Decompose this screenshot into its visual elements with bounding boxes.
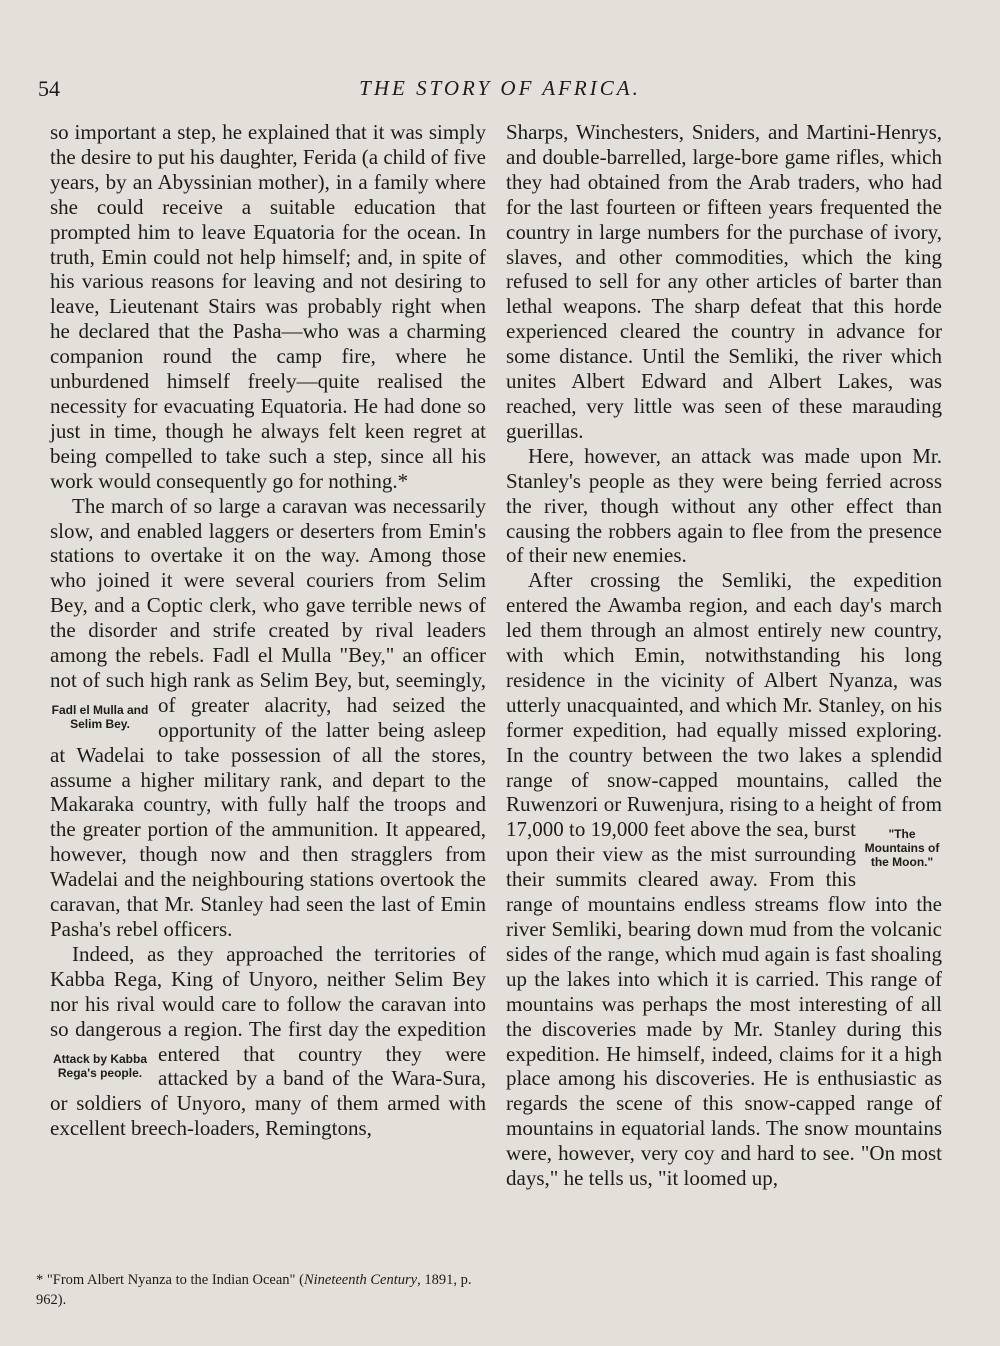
paragraph [50,942,486,1141]
paragraph-text: Indeed, as they approached the territories of Kabba Rega, King of Unyoro, neither Selim Bey nor his rival would care to follow the caravan into so dangerous a region. The first day the expedition entered that country [50,941,486,1066]
margin-note: Fadl el Mulla and Selim Bey. [51,702,149,731]
paragraph-text: of greater alacrity, had seized the opportunity of the latter being asleep at Wadelai to take possession of all the stores, assume a higher military rank, and depart to the Makaraka country, with fully half the troops and the greater portion of the ammunition. It appeared, however, though now and then stragglers from Wadelai and the neighbouring stations overtook the caravan, that Mr. Stanley had seen the last of Emin Pasha's rebel officers. [50,692,486,941]
paragraph [50,494,486,942]
paragraph-text: feet above the sea, burst upon their view as the mist surrounding their summits cleared away. From this range of mountains endless streams flow into the river Semliki, bearing down mud from the volcanic sides of the range, which mud again is fast shoaling up the lakes into which it is carried. This range of mountains was perhaps the most interesting of all the discoveries made by Mr. Stanley during this expedition. He himself, indeed, claims for it a high place among his discoveries. He is enthusiastic as regards the scene of this snow-capped range of mountains in equatorial lands. The snow mountains were, however, very coy and hard to see. "On most days," he tells us, "it loomed up, [506,817,942,1191]
margin-note: Attack by Kabba Rega's people. [52,1051,148,1080]
footnote-text: * "From Albert Nyanza to the Indian Ocean" ( [36,1272,304,1288]
left-column [50,120,486,1141]
margin-note: "The Mountains of the Moon." [864,827,940,870]
paragraph: so important a step, he explained that it was simply the desire to put his daughter, Ferida (a child of five years, by an Abyssinian mother), in a family where she could receive a suitable education that prompted him to leave Equatoria for the ocean. In truth, Emin could not help himself; and, in spite of his various reasons for leaving and not desiring to leave, Lieutenant Stairs was probably right when he declared that the Pasha—who was a charming companion round the camp fire, where he unburdened himself freely—quite realised the necessity for evacuating Equatoria. He had done so just in time, though he always felt keen regret at being compelled to take such a step, since all his work would consequently go for nothing.* [50,120,486,493]
footnote-journal: Nineteenth Century [303,1272,418,1288]
paragraph [506,568,942,1191]
footnote [36,1270,491,1310]
paragraph-text: After crossing the Semliki, the expedition entered the Awamba region, and each day's march led them through an almost entirely new country, with which Emin, notwithstanding his long residence in the vicinity of Albert Nyanza, was utterly unacquainted, and which Mr. Stanley, on his former expedition, had equally missed exploring. In the country between the two lakes a splendid range of snow-capped mountains, called the Ruwenzori or Ruwenjura, rising to a height of from 17,000 to 19,000 [506,568,942,842]
running-head: THE STORY OF AFRICA. [359,76,641,100]
paragraph-text: The march of so large a caravan was necessarily slow, and enabled laggers or deserters from Emin's stations to overtake it on the way. Among those who joined it were several couriers from Selim Bey, and a Coptic clerk, who gave terrible news of the disorder and strife created by rival leaders among the rebels. Fadl el Mulla "Bey," an officer not of such high rank as Selim Bey, but, seemingly, [50,493,486,692]
page-number: 54 [38,76,60,101]
footnote-text: , 1891, p. 962). [36,1272,472,1308]
paragraph: Here, however, an attack was made upon Mr. Stanley's people as they were being ferried across the river, though without any other effect than causing the robbers again to flee from the presence of their new enemies. [506,443,942,568]
paragraph-text: they were attacked by a band of the Wara-Sura, or soldiers of Unyoro, many of them armed with excellent breech-loaders, Remingtons, [50,1041,486,1141]
paragraph: Sharps, Winchesters, Sniders, and Martini-Henrys, and double-barrelled, large-bore game rifles, which they had obtained from the Arab traders, who had for the last fourteen or fifteen years frequented the country in large numbers for the purchase of ivory, slaves, and other commodities, which the king refused to sell for any other articles of barter than lethal weapons. The sharp defeat that this horde experienced cleared the country in advance for some distance. Until the Semliki, the river which unites Albert Edward and Albert Lakes, was reached, very little was seen of these marauding guerillas. [506,120,942,443]
right-column [506,120,942,1191]
